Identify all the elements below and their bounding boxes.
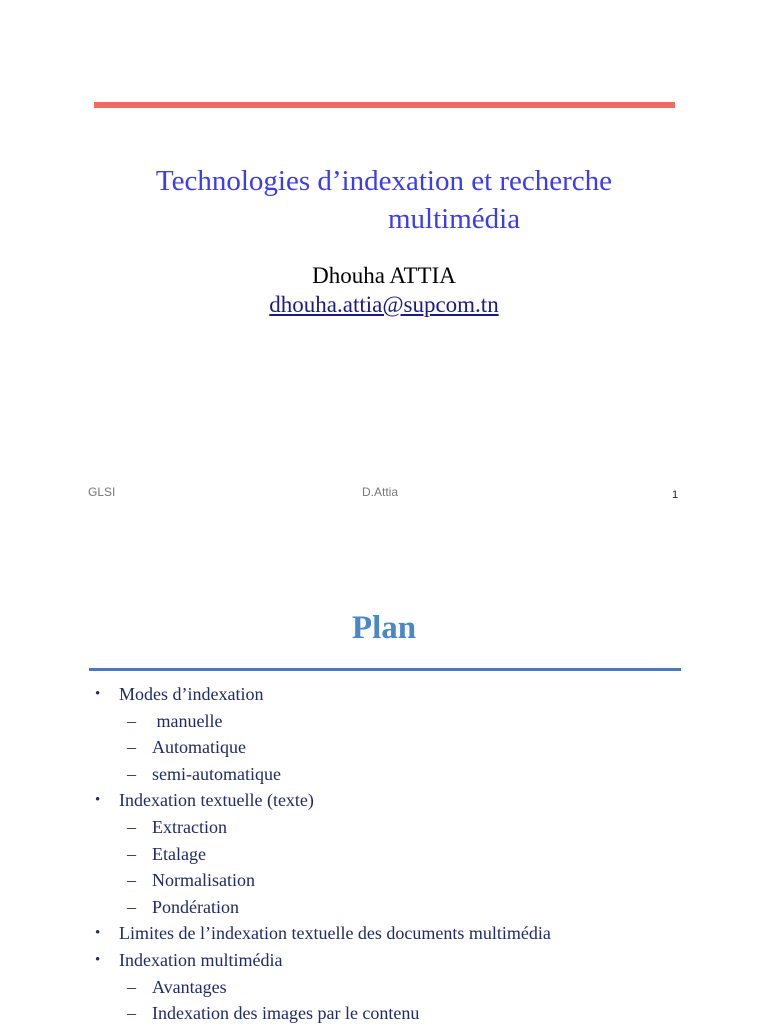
plan-title: Plan	[351, 610, 417, 646]
outline-item-text: Extraction	[152, 816, 227, 837]
page-number: 1	[672, 489, 679, 501]
title-underline	[89, 668, 681, 671]
outline-item	[0, 787, 551, 814]
outline-item	[0, 920, 551, 947]
bullet-marker: •	[95, 951, 101, 968]
outline-subitem	[0, 708, 551, 735]
plan-outline	[0, 681, 551, 1027]
dash-marker: –	[127, 976, 136, 997]
outline-item-text: Indexation multimédia	[119, 949, 283, 970]
outline-subitem	[0, 974, 551, 1001]
dash-marker: –	[127, 737, 136, 758]
email-link[interactable]: dhouha.attia@supcom.tn	[269, 292, 499, 317]
footer-author: D.Attia	[362, 485, 399, 499]
outline-item-text: semi-automatique	[152, 763, 281, 784]
outline-item-text: Automatique	[152, 737, 246, 758]
dash-marker: –	[127, 763, 136, 784]
author-email	[0, 292, 768, 318]
accent-bar	[94, 102, 675, 108]
bullet-marker: •	[95, 686, 101, 702]
outline-item-text: Limites de l’indexation textuelle des documents multimédia	[119, 923, 551, 944]
slide-title-line-1: Technologies d’indexation et recherche	[155, 165, 613, 197]
outline-item	[0, 947, 551, 974]
dash-marker: –	[127, 710, 136, 731]
outline-item-text: Indexation textuelle (texte)	[119, 790, 314, 811]
outline-subitem	[0, 1000, 551, 1027]
outline-item-text: Pondération	[152, 896, 239, 917]
outline-item-text: Indexation des images par le contenu	[152, 1003, 420, 1024]
dash-marker: –	[127, 816, 136, 837]
outline-item-text: Modes d’indexation	[119, 684, 264, 704]
dash-marker: –	[127, 896, 136, 917]
plan-slide	[0, 590, 768, 1024]
outline-subitem	[0, 867, 551, 894]
outline-item	[0, 681, 551, 708]
outline-subitem	[0, 894, 551, 921]
outline-item-text: Etalage	[152, 843, 206, 864]
outline-item-text: Avantages	[152, 976, 227, 997]
outline-subitem	[0, 761, 551, 788]
footer-course: GLSI	[88, 485, 116, 499]
outline-item-text: Normalisation	[152, 870, 255, 891]
dash-marker: –	[127, 843, 136, 864]
dash-marker: –	[127, 870, 136, 891]
slide-title-line-2: multimédia	[388, 203, 521, 235]
author-name: Dhouha ATTIA	[312, 263, 456, 288]
bullet-marker: •	[95, 925, 101, 942]
dash-marker: –	[127, 1003, 136, 1024]
outline-item-text: manuelle	[152, 710, 223, 731]
outline-subitem	[0, 814, 551, 841]
outline-subitem	[0, 734, 551, 761]
bullet-marker: •	[95, 792, 101, 809]
outline-subitem	[0, 841, 551, 868]
